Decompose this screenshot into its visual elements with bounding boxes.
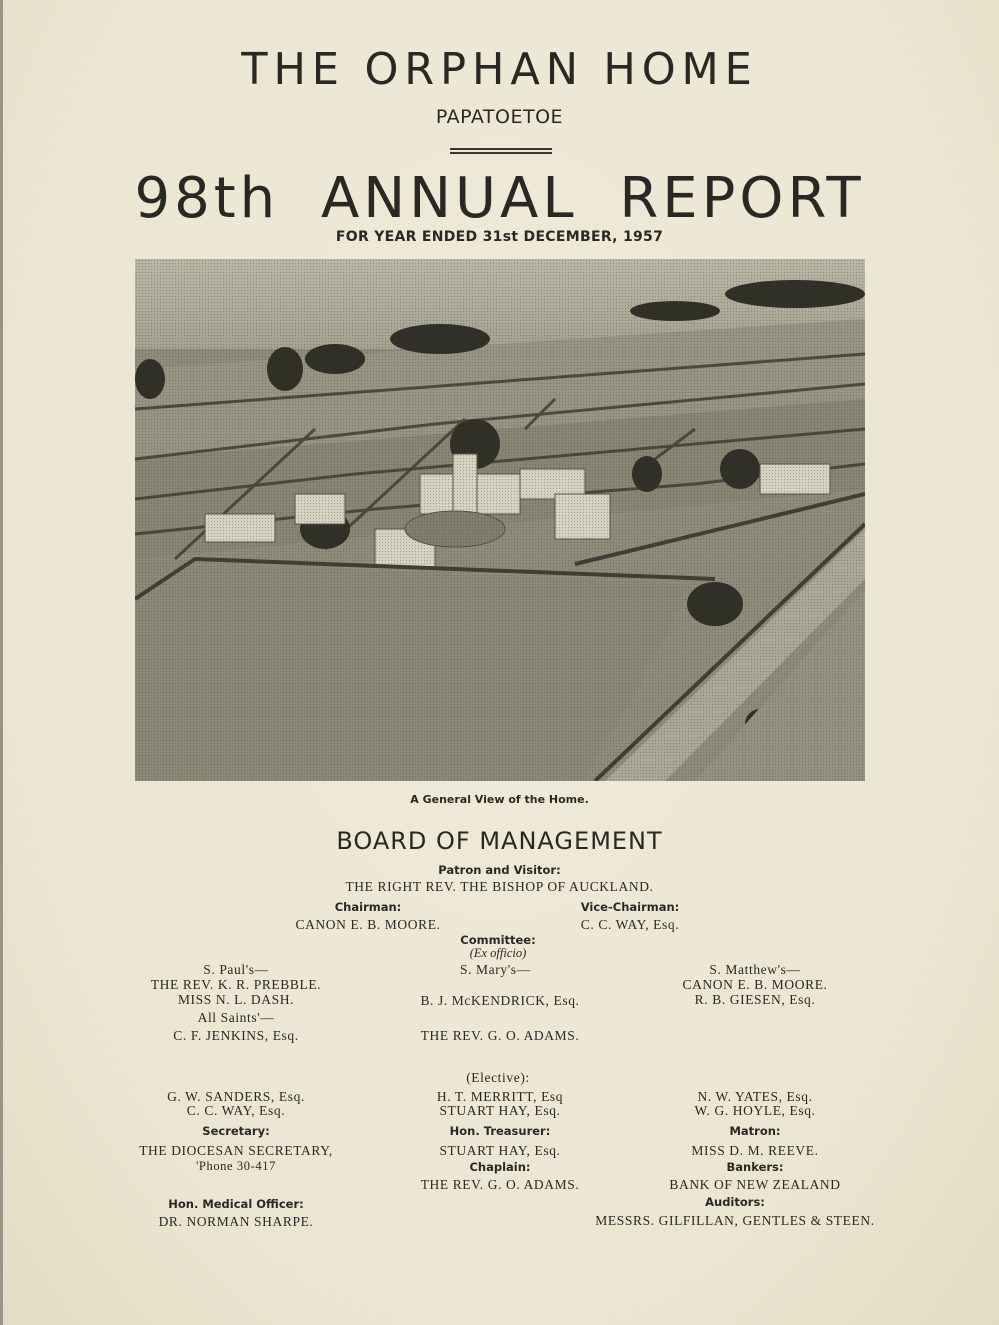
- chairman-name: CANON E. B. MOORE.: [295, 917, 441, 932]
- board-heading: BOARD OF MANAGEMENT: [336, 827, 663, 855]
- bankers-label: Bankers:: [726, 1160, 784, 1174]
- double-rule-divider: [450, 148, 552, 154]
- patron-name: THE RIGHT REV. THE BISHOP OF AUCKLAND.: [345, 879, 654, 894]
- treasurer-label: Hon. Treasurer:: [449, 1124, 551, 1138]
- secretary-label: Secretary:: [202, 1124, 270, 1138]
- vice-chairman-name: C. C. WAY, Esq.: [580, 917, 680, 932]
- elective-member: N. W. YATES, Esq.: [697, 1089, 813, 1104]
- committee-member: C. F. JENKINS, Esq.: [173, 1028, 299, 1043]
- parish-st-marys: S. Mary's—: [460, 962, 531, 977]
- secretary-name: THE DIOCESAN SECRETARY,: [139, 1143, 333, 1158]
- photo-caption: A General View of the Home.: [410, 793, 589, 806]
- parish-all-saints: All Saints'—: [197, 1010, 275, 1025]
- auditors-name: MESSRS. GILFILLAN, GENTLES & STEEN.: [595, 1213, 875, 1228]
- vice-chairman-label: Vice-Chairman:: [580, 900, 680, 914]
- report-title: 98th ANNUAL REPORT: [134, 166, 865, 231]
- bankers-name: BANK OF NEW ZEALAND: [669, 1177, 841, 1192]
- chaplain-name: THE REV. G. O. ADAMS.: [420, 1177, 580, 1192]
- medical-officer-name: DR. NORMAN SHARPE.: [158, 1214, 314, 1229]
- elective-member: H. T. MERRITT, Esq: [436, 1089, 564, 1104]
- elective-member: STUART HAY, Esq.: [439, 1103, 561, 1118]
- matron-label: Matron:: [729, 1124, 781, 1138]
- secretary-phone: 'Phone 30-417: [196, 1159, 276, 1173]
- patron-label: Patron and Visitor:: [438, 863, 561, 877]
- treasurer-name: STUART HAY, Esq.: [439, 1143, 561, 1158]
- committee-member: MISS N. L. DASH.: [177, 992, 295, 1007]
- chairman-label: Chairman:: [334, 900, 402, 914]
- committee-member: THE REV. G. O. ADAMS.: [420, 1028, 580, 1043]
- elective-member: W. G. HOYLE, Esq.: [694, 1103, 816, 1118]
- location-subtitle: PAPATOETOE: [435, 106, 564, 128]
- parish-st-pauls: S. Paul's—: [203, 962, 269, 977]
- auditors-label: Auditors:: [705, 1195, 765, 1209]
- committee-member: CANON E. B. MOORE.: [682, 977, 828, 992]
- committee-label: Committee:: [460, 933, 536, 947]
- committee-member: R. B. GIESEN, Esq.: [694, 992, 816, 1007]
- aerial-photo: [135, 259, 865, 781]
- parish-st-matthews: S. Matthew's—: [709, 962, 801, 977]
- committee-member: B. J. McKENDRICK, Esq.: [420, 993, 580, 1008]
- report-period: FOR YEAR ENDED 31st DECEMBER, 1957: [335, 229, 664, 245]
- elective-label: (Elective):: [466, 1070, 530, 1085]
- matron-name: MISS D. M. REEVE.: [691, 1143, 819, 1158]
- document-title: THE ORPHAN HOME: [241, 44, 758, 95]
- chaplain-label: Chaplain:: [469, 1160, 531, 1174]
- elective-member: C. C. WAY, Esq.: [186, 1103, 286, 1118]
- elective-member: G. W. SANDERS, Esq.: [167, 1089, 305, 1104]
- medical-officer-label: Hon. Medical Officer:: [168, 1197, 304, 1211]
- committee-member: THE REV. K. R. PREBBLE.: [150, 977, 322, 992]
- ex-officio-note: (Ex officio): [469, 946, 527, 960]
